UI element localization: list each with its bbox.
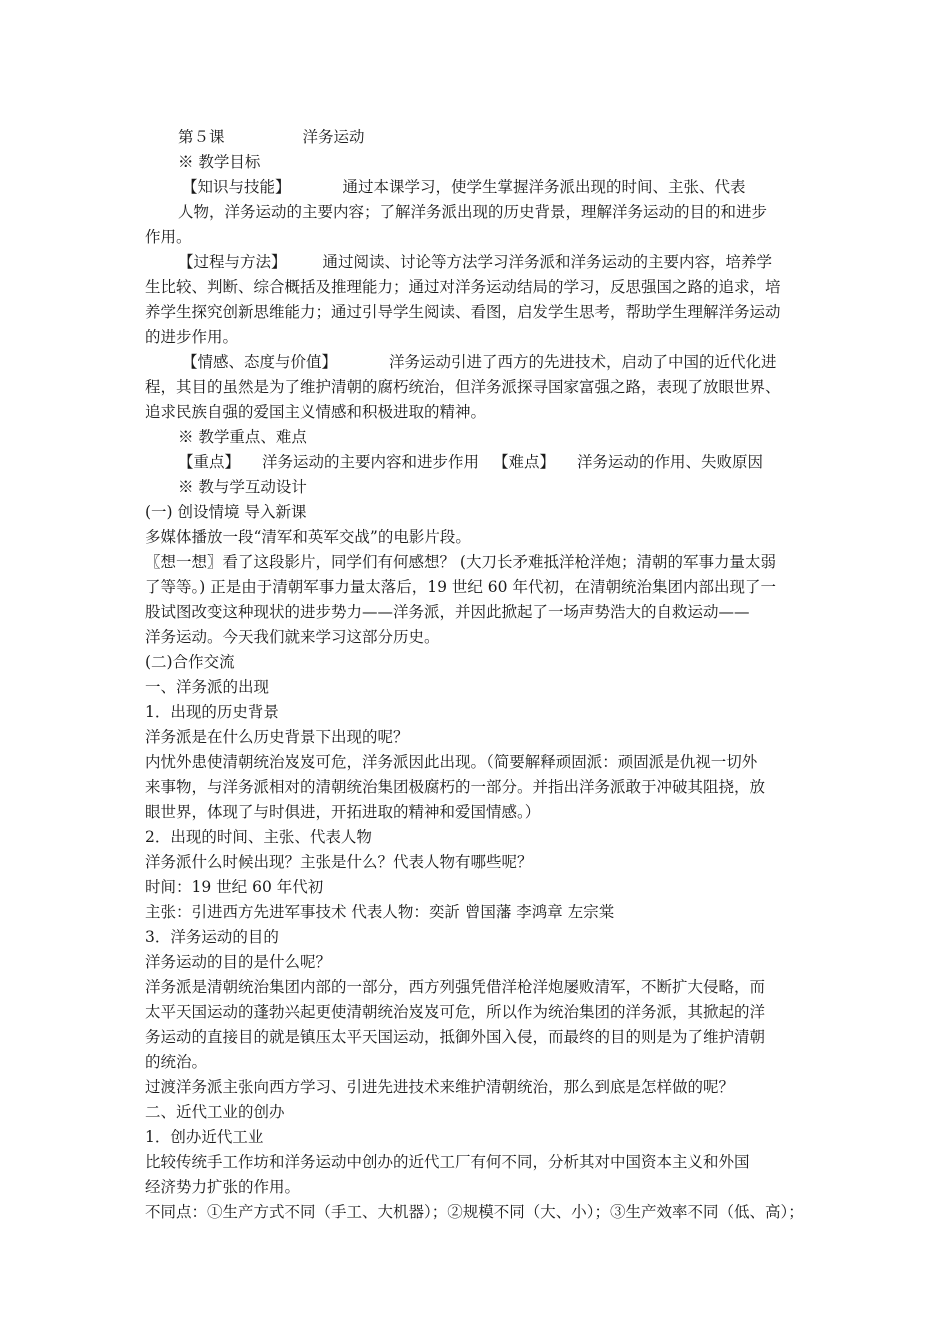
body-line: 洋务运动的目的是什么呢？ (145, 953, 332, 971)
keypoint-text: 洋务运动的主要内容和进步作用 (262, 453, 480, 471)
body-line: 的统治。 (145, 1053, 208, 1071)
process-text-1: 通过阅读、讨论等方法学习洋务派和洋务运动的主要内容，培养学 (322, 253, 773, 271)
body-line: 3．洋务运动的目的 (145, 928, 279, 946)
knowledge-line-1 (182, 176, 746, 198)
knowledge-label: 【知识与技能】 (182, 178, 291, 196)
process-label: 【过程与方法】 (178, 253, 287, 271)
body-line: 洋务派是清朝统治集团内部的一部分，西方列强凭借洋枪洋炮屡败清军，不断扩大侵略，而 (145, 978, 766, 996)
body-line: 1．出现的历史背景 (145, 703, 279, 721)
body-line: 不同点：①生产方式不同（手工、大机器）；②规模不同（大、小）；③生产效率不同（低、高）； (145, 1203, 804, 1221)
body-line: 洋务派什么时候出现？主张是什么？代表人物有哪些呢？ (145, 853, 533, 871)
keypoints-line (178, 451, 763, 473)
emotion-line-1 (182, 351, 777, 373)
body-line: 眼世界，体现了与时俱进，开拓进取的精神和爱国情感。） (145, 803, 541, 821)
keypoints-heading: ※ 教学重点、难点 (178, 428, 307, 446)
process-line-1 (178, 251, 772, 273)
lesson-name: 洋务运动 (302, 128, 365, 146)
emotion-text-1: 洋务运动引进了西方的先进技术，启动了中国的近代化进 (389, 353, 777, 371)
body-line: 过渡洋务派主张向西方学习、引进先进技术来维护清朝统治，那么到底是怎样做的呢？ (145, 1078, 735, 1096)
body-line: 一、洋务派的出现 (145, 678, 270, 696)
body-line: 来事物，与洋务派相对的清朝统治集团极腐朽的一部分。并指出洋务派敢于冲破其阻挠，放 (145, 778, 766, 796)
emotion-label: 【情感、态度与价值】 (182, 353, 338, 371)
body-line: 股试图改变这种现状的进步势力——洋务派，并因此掀起了一场声势浩大的自救运动—— (145, 603, 750, 621)
body-line: 内忧外患使清朝统治岌岌可危，洋务派因此出现。（简要解释顽固派：顽固派是仇视一切外 (145, 753, 758, 771)
goals-heading: ※ 教学目标 (178, 153, 261, 171)
body-line: 经济势力扩张的作用。 (145, 1178, 301, 1196)
body-line: (一) 创设情境 导入新课 (145, 503, 307, 521)
knowledge-text-1: 通过本课学习，使学生掌握洋务派出现的时间、主张、代表 (342, 178, 746, 196)
lesson-number: 第５课 (178, 128, 225, 146)
difficulty-text: 洋务运动的作用、失败原因 (577, 453, 764, 471)
body-line: 比较传统手工作坊和洋务运动中创办的近代工厂有何不同，分析其对中国资本主义和外国 (145, 1153, 750, 1171)
keypoint-label: 【重点】 (178, 453, 241, 471)
body-line: 了等等。) 正是由于清朝军事力量太落后，19 世纪 60 年代初，在清朝统治集团内部出现了一 (145, 578, 776, 596)
body-line: 多媒体播放一段“清军和英军交战”的电影片段。 (145, 528, 471, 546)
process-line-4: 的进步作用。 (145, 328, 239, 346)
body-line: 洋务派是在什么历史背景下出现的呢？ (145, 728, 409, 746)
body-line: 时间：19 世纪 60 年代初 (145, 878, 324, 896)
body-line: 太平天国运动的蓬勃兴起更使清朝统治岌岌可危，所以作为统治集团的洋务派，其掀起的洋 (145, 1003, 766, 1021)
lesson-title (178, 126, 365, 148)
body-line: 主张：引进西方先进军事技术 代表人物：奕訢 曾国藩 李鸿章 左宗棠 (145, 903, 615, 921)
knowledge-line-3: 作用。 (145, 228, 192, 246)
difficulty-label: 【难点】 (493, 453, 556, 471)
process-line-3: 养学生探究创新思维能力；通过引导学生阅读、看图，启发学生思考，帮助学生理解洋务运动 (145, 303, 781, 321)
body-line: 二、近代工业的创办 (145, 1103, 285, 1121)
interaction-heading: ※ 教与学互动设计 (178, 478, 307, 496)
body-line: 〖想一想〗看了这段影片，同学们有何感想？ (大刀长矛难抵洋枪洋炮；清朝的军事力量太弱 (145, 553, 776, 571)
knowledge-line-2: 人物，洋务运动的主要内容；了解洋务派出现的历史背景，理解洋务运动的目的和进步 (178, 203, 768, 221)
body-line: 洋务运动。今天我们就来学习这部分历史。 (145, 628, 440, 646)
process-line-2: 生比较、判断、综合概括及推理能力；通过对洋务运动结局的学习，反思强国之路的追求，培 (145, 278, 781, 296)
body-line: (二)合作交流 (145, 653, 235, 671)
body-line: 2．出现的时间、主张、代表人物 (145, 828, 372, 846)
body-line: 1．创办近代工业 (145, 1128, 264, 1146)
body-line: 务运动的直接目的就是镇压太平天国运动，抵御外国入侵，而最终的目的则是为了维护清朝 (145, 1028, 766, 1046)
emotion-line-2: 程，其目的虽然是为了维护清朝的腐朽统治，但洋务派探寻国家富强之路，表现了放眼世界、 (145, 378, 781, 396)
emotion-line-3: 追求民族自强的爱国主义情感和积极进取的精神。 (145, 403, 487, 421)
